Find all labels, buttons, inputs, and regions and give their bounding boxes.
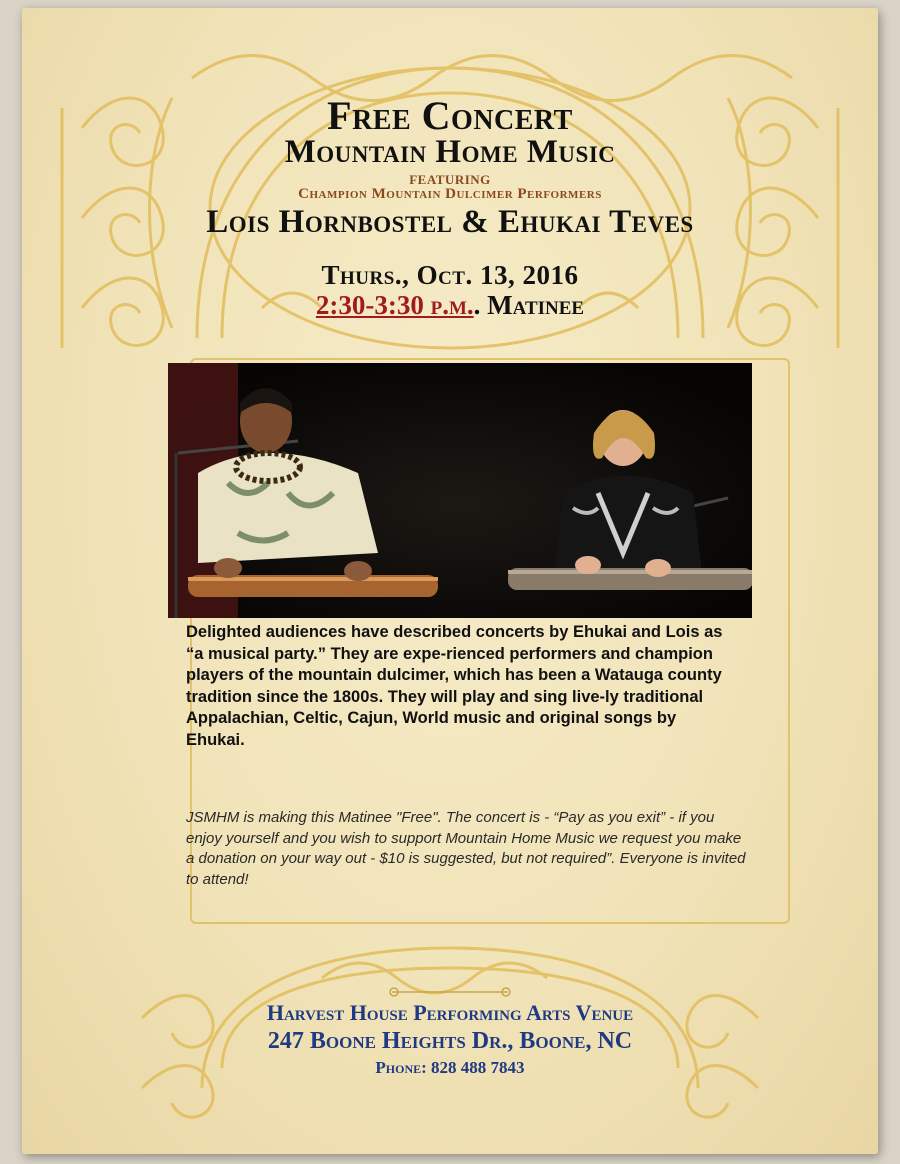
performers-names: Lois Hornbostel & Ehukai Teves — [206, 204, 694, 240]
event-time-line — [22, 290, 878, 321]
venue-name: Harvest House Performing Arts Venue — [266, 1000, 634, 1025]
venue-address: 247 Boone Heights Dr., Boone, NC — [267, 1028, 633, 1054]
performers-photo — [168, 363, 752, 618]
event-date: Thurs., Oct. 13, 2016 — [321, 260, 579, 290]
concert-title: Free Concert — [327, 93, 573, 138]
concert-description: Delighted audiences have described concerts by Ehukai and Lois as “a musical party.” They are expe-rienced performers and champion players of the mountain dulcimer, which has been a Watauga county tradition since the 1800s. They will play and sing live-ly traditional Appalachian, Celtic, Cajun, World music and original songs by Ehukai. — [186, 623, 723, 749]
concert-subtitle: Mountain Home Music — [284, 134, 616, 170]
venue-phone: Phone: 828 488 7843 — [375, 1058, 525, 1077]
event-session: . Matinee — [473, 290, 585, 320]
performers-photo-illustration — [168, 363, 752, 618]
featuring-label: featuring — [409, 168, 491, 188]
admission-note: JSMHM is making this Matinee "Free". The concert is - “Pay as you exit” - if you enjoy yourself and you wish to support Mountain Home Music we request you make a donation on your way out - $10 is suggested, but not required”. Everyone is invited to attend! — [186, 809, 746, 888]
flyer-page — [22, 8, 878, 1154]
event-time: 2:30-3:30 p.m. — [315, 290, 474, 320]
tagline: Champion Mountain Dulcimer Performers — [298, 186, 602, 202]
